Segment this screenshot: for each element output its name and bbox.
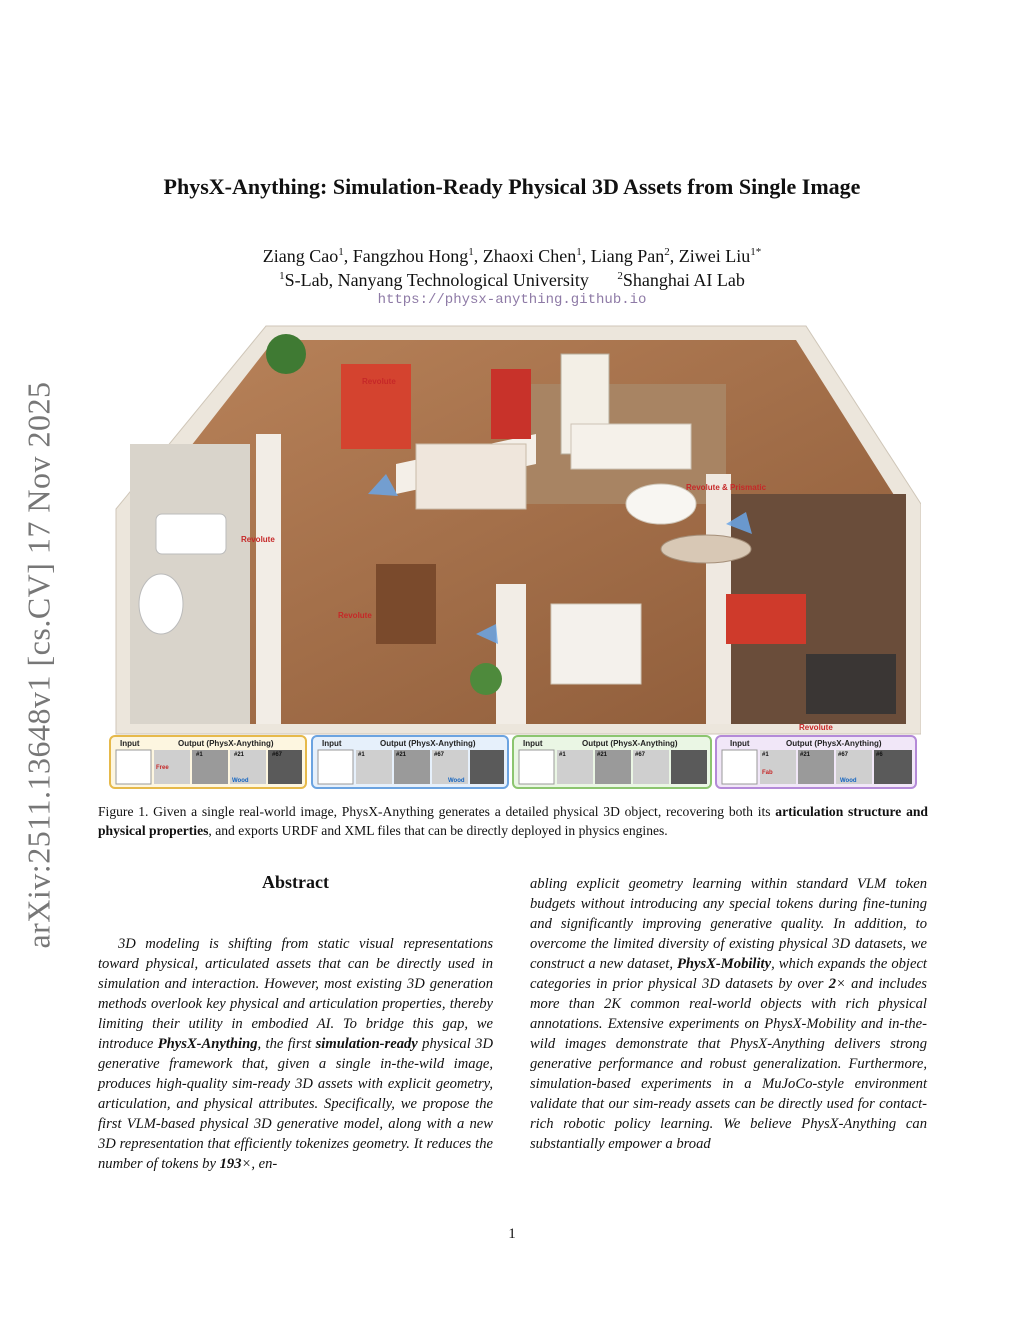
study-bookshelf — [376, 564, 436, 644]
svg-text:#21: #21 — [597, 752, 608, 758]
svg-text:#21: #21 — [800, 752, 811, 758]
svg-text:#67: #67 — [838, 752, 849, 758]
author: Fangzhou Hong$^1$ — [352, 246, 474, 266]
svg-text:Output (PhysX-Anything): Output (PhysX-Anything) — [582, 739, 678, 748]
author: Ziang Cao$^1$ — [262, 246, 344, 266]
red-cabinet — [491, 369, 531, 439]
plant — [266, 334, 306, 374]
joint-label: Revolute — [799, 723, 833, 732]
svg-text:Wood: Wood — [232, 778, 249, 784]
svg-text:#67: #67 — [434, 752, 445, 758]
svg-text:#21: #21 — [396, 752, 407, 758]
svg-text:Output (PhysX-Anything): Output (PhysX-Anything) — [178, 739, 274, 748]
dining-table — [551, 604, 641, 684]
svg-text:#1: #1 — [358, 752, 365, 758]
affiliation: $^1$S-Lab, Nanyang Technological University — [279, 270, 589, 290]
svg-text:#1: #1 — [559, 752, 566, 758]
paper-title: PhysX-Anything: Simulation-Ready Physical 3D Assets from Single Image — [163, 174, 861, 199]
svg-text:Fab: Fab — [762, 770, 773, 776]
joint-label: Revolute — [241, 535, 275, 544]
joint-label: Revolute & Prismatic — [686, 483, 767, 492]
author: Liang Pan$^2$ — [590, 246, 670, 266]
interior-wall — [496, 584, 526, 724]
svg-text:Input: Input — [120, 739, 140, 748]
ceiling-fan — [661, 535, 751, 563]
sofa — [571, 424, 691, 469]
arxiv-stamp: arXiv:2511.13648v1 [cs.CV] 17 Nov 2025 — [20, 381, 57, 949]
affiliation: $^2$Shanghai AI Lab — [617, 270, 745, 290]
svg-text:Output (PhysX-Anything): Output (PhysX-Anything) — [786, 739, 882, 748]
author-list: Ziang Cao$^1$, Fangzhou Hong$^1$, Zhaoxi Chen$^1$, Liang Pan$^2$, Ziwei Liu$^{1*}$ — [262, 246, 762, 266]
author: Ziwei Liu$^{1*}$ — [678, 246, 762, 266]
abstract-heading: Abstract — [262, 872, 329, 892]
author: Zhaoxi Chen$^1$ — [482, 246, 582, 266]
joint-label: Revolute — [338, 611, 372, 620]
interior-wall — [256, 434, 281, 724]
project-url-link[interactable]: https://physx-anything.github.io — [377, 292, 647, 308]
bathroom-sink — [156, 514, 226, 554]
svg-text:Input: Input — [523, 739, 543, 748]
abstract-text-right: abling explicit geometry learning within standard VLM token budgets without introducing any special tokens during fine-tuning and significantly improving generative quality. In addition, to overcome the limited diversity of existing physical 3D datasets, we construct a new dataset, PhysX-Mobility, which expands the object categories in prior physical 3D datasets by over 2× and includes more than 2K common real-world objects with rich physical annotations. Extensive experiments on PhysX-Mobility and in-the-wild images demonstrate that PhysX-Anything delivers strong generative performance and robust generalization. Furthermore, simulation-based experiments in a MuJoCo-style environment validate that our sim-ready assets can be directly used for contact-rich robotic policy learning. We believe PhysX-Anything can substantially empower a broad — [530, 876, 927, 1152]
stove — [806, 654, 896, 714]
toilet — [139, 574, 183, 634]
svg-text:#6: #6 — [876, 752, 883, 758]
affiliations — [0, 264, 1024, 292]
svg-text:Input: Input — [322, 739, 342, 748]
svg-text:Output (PhysX-Anything): Output (PhysX-Anything) — [380, 739, 476, 748]
svg-text:#21: #21 — [234, 752, 245, 758]
red-kitchen-unit — [726, 594, 806, 644]
svg-text:#1: #1 — [196, 752, 203, 758]
svg-text:#67: #67 — [272, 752, 283, 758]
example-panel — [110, 736, 306, 788]
example-panel — [513, 736, 711, 788]
example-panel — [716, 736, 916, 788]
example-panel — [312, 736, 508, 788]
svg-text:Wood: Wood — [448, 778, 465, 784]
svg-text:Wood: Wood — [840, 778, 857, 784]
page-number: 1 — [508, 1226, 516, 1242]
svg-text:Input: Input — [730, 739, 750, 748]
teaser-figure — [106, 324, 921, 792]
plant — [470, 663, 502, 695]
figure-caption: Figure 1. Given a single real-world image, PhysX-Anything generates a detailed physical 3D object, recovering both its articulation structure and physical properties, and exports URDF and XML files that can be directly deployed in physics engines. — [98, 804, 928, 838]
abstract-text-left: 3D modeling is shifting from static visual representations toward physical, articulated assets that can be directly used in simulation and interaction. However, most existing 3D generation methods overlook key physical and articulation properties, thereby limiting their utility in embodied AI. To bridge this gap, we introduce PhysX-Anything, the first simulation-ready physical 3D generative framework that, given a single in-the-wild image, produces high-quality sim-ready 3D assets with explicit geometry, articulation, and physical attributes. Specifically, we propose the first VLM-based physical 3D generative model, along with a new 3D representation that efficiently tokenizes geometry. It reduces the number of tokens by 193×, en- — [98, 936, 493, 1172]
joint-label: Revolute — [362, 377, 396, 386]
svg-text:#1: #1 — [762, 752, 769, 758]
svg-text:Free: Free — [156, 765, 169, 771]
svg-text:#67: #67 — [635, 752, 646, 758]
bed — [416, 444, 526, 509]
